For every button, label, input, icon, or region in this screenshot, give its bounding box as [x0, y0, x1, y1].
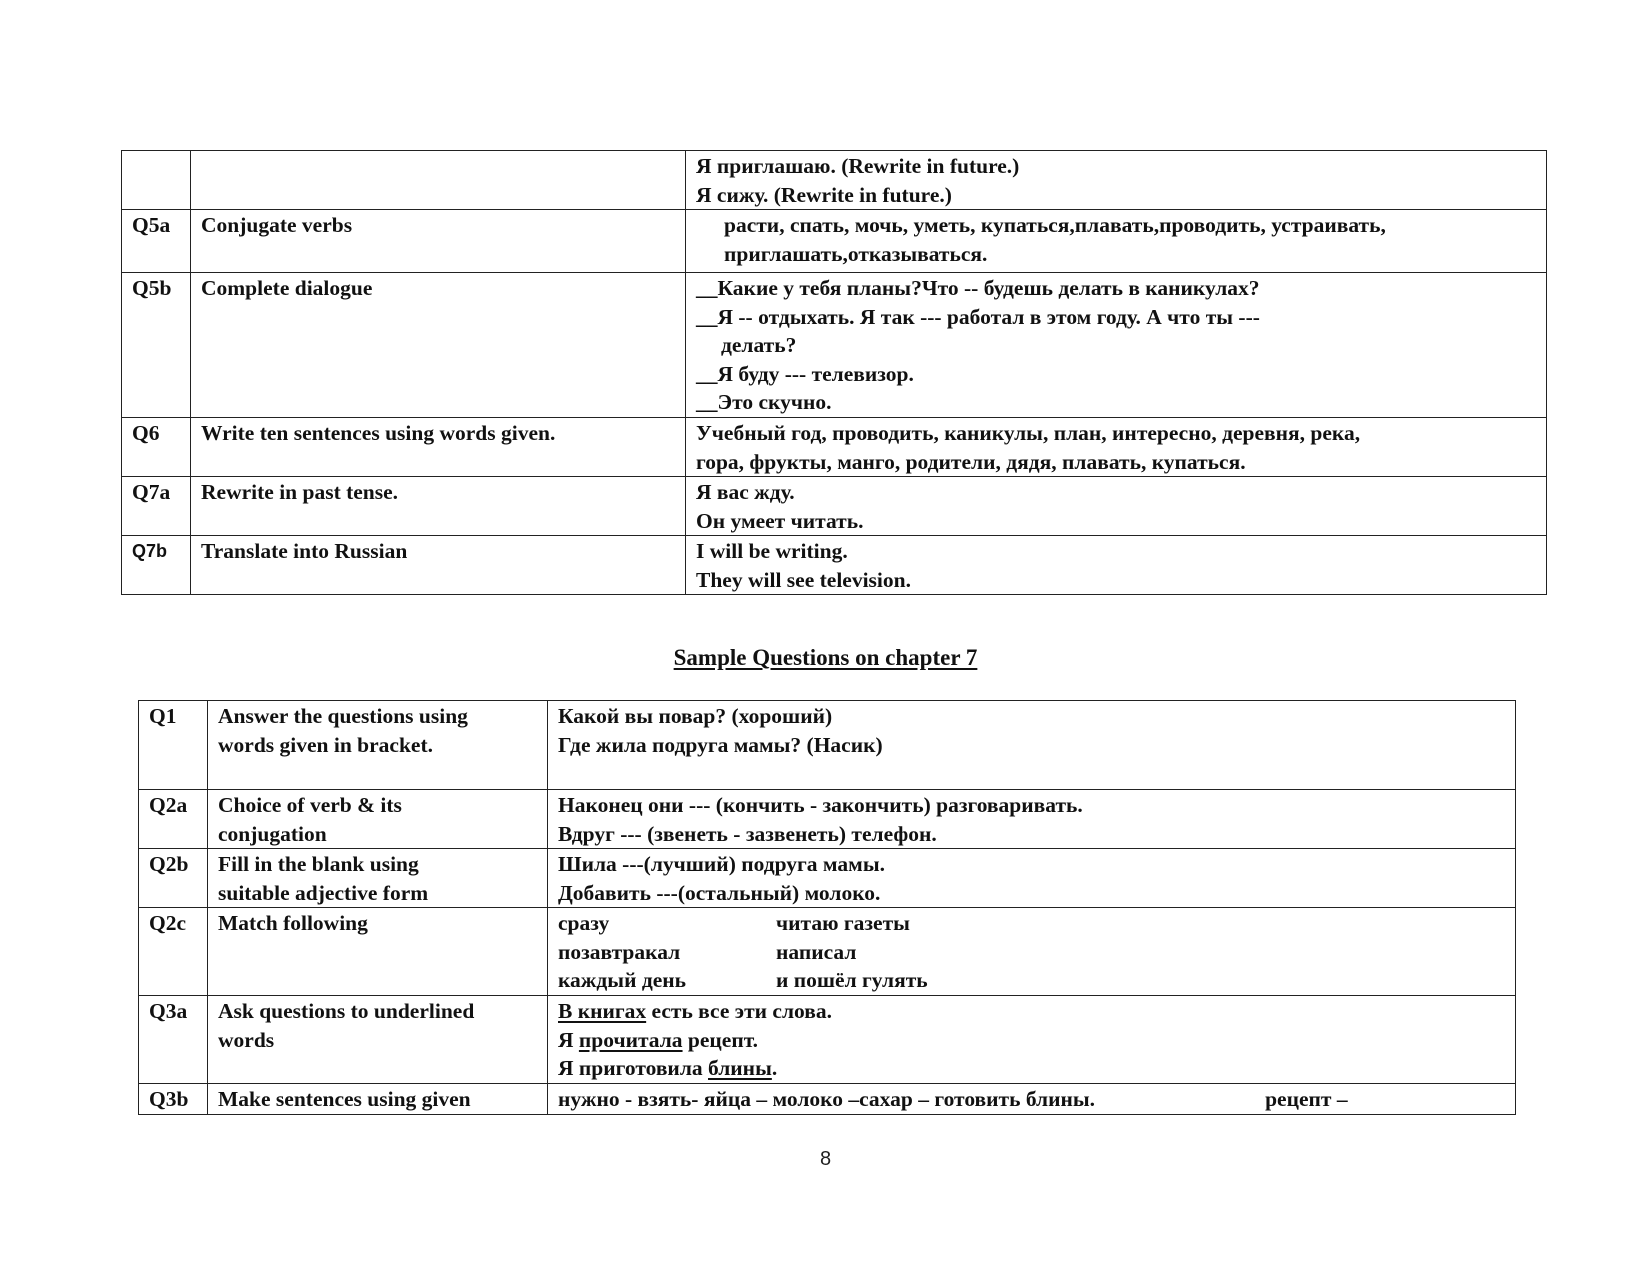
content-line: рецепт –: [1265, 1087, 1348, 1111]
content-line: They will see television.: [696, 567, 911, 592]
task-cell: Write ten sentences using words given.: [191, 418, 686, 477]
content-cell: [548, 996, 1516, 1084]
content-line: Я сижу. (Rewrite in future.): [696, 182, 952, 207]
task-line: Fill in the blank using: [218, 852, 419, 876]
content-cell: [548, 790, 1516, 849]
table-row: [139, 849, 1516, 908]
content-line: Я вас жду.: [696, 480, 795, 504]
content-cell: [686, 210, 1547, 273]
task-cell: [191, 151, 686, 210]
content-line: __Это скучно.: [696, 390, 832, 414]
content-cell: [686, 418, 1547, 477]
question-id-cell: Q1: [139, 701, 208, 790]
task-cell: [208, 790, 548, 849]
content-line: гора, фрукты, манго, родители, дядя, плавать, купаться.: [696, 449, 1246, 474]
content-line: Я приглашаю. (Rewrite in future.): [696, 154, 1020, 178]
question-id-cell: Q2a: [139, 790, 208, 849]
task-line: Answer the questions using: [218, 704, 468, 728]
underlined-word: В книгах: [558, 999, 647, 1023]
task-cell: Translate into Russian: [191, 536, 686, 595]
content-line: Где жила подруга мамы? (Насик): [558, 732, 883, 757]
table-row: [122, 210, 1547, 273]
content-cell: [686, 536, 1547, 595]
question-id-cell: Q3a: [139, 996, 208, 1084]
content-line: __Я буду --- телевизор.: [696, 361, 914, 386]
match-left: позавтракал: [558, 939, 681, 964]
content-line: Он умеет читать.: [696, 508, 864, 533]
content-line: расти, спать, мочь, уметь, купаться,плавать,проводить, устраивать,: [724, 213, 1386, 237]
sentence-rest: есть все эти слова.: [646, 999, 832, 1023]
content-cell: [686, 477, 1547, 536]
table-row: [122, 418, 1547, 477]
content-cell: [548, 908, 1516, 996]
task-cell: Make sentences using given: [208, 1084, 548, 1115]
match-right: и пошёл гулять: [776, 968, 928, 992]
question-id-cell: Q5b: [122, 273, 191, 418]
question-id-cell: Q7b: [122, 536, 191, 595]
sentence-rest: рецепт.: [682, 1027, 759, 1052]
task-cell: Rewrite in past tense.: [191, 477, 686, 536]
sentence-rest: .: [771, 1056, 778, 1080]
task-line: words given in bracket.: [218, 732, 433, 757]
question-id-cell: Q6: [122, 418, 191, 477]
underlined-word: блины: [708, 1056, 772, 1080]
task-line: conjugation: [218, 821, 327, 846]
table-row: [122, 273, 1547, 418]
content-cell: [548, 701, 1516, 790]
content-line: __Какие у тебя планы?Что -- будешь делать в каникулах?: [696, 276, 1260, 300]
task-cell: Complete dialogue: [191, 273, 686, 418]
content-line: [558, 997, 1505, 1026]
task-line: words: [218, 1027, 275, 1052]
content-line: [558, 1054, 1505, 1083]
content-cell: [686, 151, 1547, 210]
content-line: Какой вы повар? (хороший): [558, 704, 833, 728]
sentence-start: Я: [558, 1027, 579, 1052]
section-title: Sample Questions on chapter 7: [673, 645, 978, 670]
content-line: Добавить ---(остальный) молоко.: [558, 880, 881, 905]
question-id-cell: Q5a: [122, 210, 191, 273]
task-cell: [208, 701, 548, 790]
task-line: suitable adjective form: [218, 880, 429, 905]
content-line: I will be writing.: [696, 539, 848, 563]
chapter-7-questions-table: [138, 700, 1516, 1115]
question-id-cell: Q3b: [139, 1084, 208, 1115]
table-row: [139, 790, 1516, 849]
table-row: [139, 1084, 1516, 1115]
match-pair: [558, 966, 1505, 995]
content-line: Наконец они --- (кончить - закончить) разговаривать.: [558, 793, 1083, 817]
content-line: делать?: [721, 333, 797, 357]
match-pair: [558, 938, 1505, 967]
content-cell: [548, 1084, 1516, 1115]
question-id-cell: Q2b: [139, 849, 208, 908]
table-row: [122, 151, 1547, 210]
table-row: [139, 701, 1516, 790]
task-line: Ask questions to underlined: [218, 999, 475, 1023]
task-cell: [208, 996, 548, 1084]
content-line: [558, 1026, 1505, 1055]
page-number: 8: [819, 1148, 832, 1170]
task-cell: Match following: [208, 908, 548, 996]
content-cell: [548, 849, 1516, 908]
table-row: [122, 477, 1547, 536]
table-row: [122, 536, 1547, 595]
match-right: читаю газеты: [776, 911, 910, 935]
sentence-start: Я приготовила: [558, 1056, 709, 1080]
task-cell: Conjugate verbs: [191, 210, 686, 273]
content-line: Учебный год, проводить, каникулы, план, интересно, деревня, река,: [696, 421, 1361, 445]
content-line: Вдруг --- (звенеть - зазвенеть) телефон.: [558, 821, 937, 846]
question-id-cell: Q2c: [139, 908, 208, 996]
content-cell: [686, 273, 1547, 418]
match-right: написал: [776, 939, 857, 964]
table-row: [139, 908, 1516, 996]
task-line: Choice of verb & its: [218, 793, 402, 817]
content-line: __Я -- отдыхать. Я так --- работал в этом году. А что ты ---: [696, 304, 1260, 329]
table-row: [139, 996, 1516, 1084]
underlined-word: прочитала: [578, 1027, 683, 1052]
question-id-cell: Q7a: [122, 477, 191, 536]
content-line: Шила ---(лучший) подруга мамы.: [558, 852, 885, 876]
content-line: нужно - взять- яйца – молоко –сахар – готовить блины.: [558, 1087, 1096, 1111]
chapter-6-questions-table: [121, 150, 1547, 595]
match-left: сразу: [558, 911, 610, 935]
task-cell: [208, 849, 548, 908]
match-left: каждый день: [558, 968, 687, 992]
content-line: приглашать,отказываться.: [724, 241, 988, 266]
question-id-cell: [122, 151, 191, 210]
match-pair: [558, 909, 1505, 938]
